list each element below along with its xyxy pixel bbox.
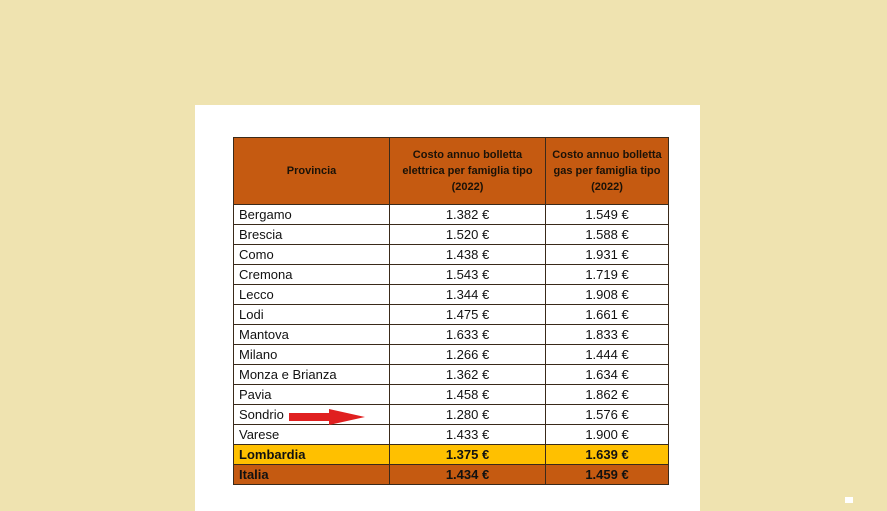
- table-row: [234, 325, 669, 345]
- electricity-cell: 1.475 €: [390, 305, 546, 325]
- region-cell: Lombardia: [234, 445, 390, 465]
- province-cell: Milano: [234, 345, 390, 365]
- red-arrow-icon: [289, 409, 365, 425]
- table-row: [234, 365, 669, 385]
- province-cell: Monza e Brianza: [234, 365, 390, 385]
- header-provincia: Provincia: [234, 138, 390, 205]
- gas-cell: 1.639 €: [546, 445, 669, 465]
- table-row: [234, 225, 669, 245]
- page-bottom-strip: [195, 486, 699, 511]
- province-cell: Mantova: [234, 325, 390, 345]
- gas-cell: 1.900 €: [546, 425, 669, 445]
- province-cell: Como: [234, 245, 390, 265]
- table-row: [234, 205, 669, 225]
- table-row: [234, 385, 669, 405]
- gas-cell: 1.444 €: [546, 345, 669, 365]
- electricity-cell: 1.438 €: [390, 245, 546, 265]
- gas-cell: 1.576 €: [546, 405, 669, 425]
- country-cell: Italia: [234, 465, 390, 485]
- header-gas-cost: Costo annuo bolletta gas per famiglia tipo (2022): [546, 138, 669, 205]
- electricity-cell: 1.543 €: [390, 265, 546, 285]
- gas-cell: 1.719 €: [546, 265, 669, 285]
- table-row: [234, 265, 669, 285]
- electricity-cell: 1.382 €: [390, 205, 546, 225]
- energy-cost-table: [233, 137, 669, 485]
- table-header-row: [234, 138, 669, 205]
- electricity-cell: 1.433 €: [390, 425, 546, 445]
- province-cell: Lecco: [234, 285, 390, 305]
- electricity-cell: 1.280 €: [390, 405, 546, 425]
- gas-cell: 1.634 €: [546, 365, 669, 385]
- table-row: [234, 245, 669, 265]
- small-marker: [845, 497, 853, 503]
- italia-total-row: [234, 465, 669, 485]
- electricity-cell: 1.266 €: [390, 345, 546, 365]
- table-row: [234, 425, 669, 445]
- table-row: [234, 305, 669, 325]
- gas-cell: 1.931 €: [546, 245, 669, 265]
- gas-cell: 1.908 €: [546, 285, 669, 305]
- gas-cell: 1.833 €: [546, 325, 669, 345]
- electricity-cell: 1.633 €: [390, 325, 546, 345]
- province-cell: Pavia: [234, 385, 390, 405]
- gas-cell: 1.862 €: [546, 385, 669, 405]
- electricity-cell: 1.520 €: [390, 225, 546, 245]
- gas-cell: 1.588 €: [546, 225, 669, 245]
- electricity-cell: 1.434 €: [390, 465, 546, 485]
- lombardia-total-row: [234, 445, 669, 465]
- province-cell: Varese: [234, 425, 390, 445]
- electricity-cell: 1.344 €: [390, 285, 546, 305]
- gas-cell: 1.459 €: [546, 465, 669, 485]
- province-cell: Bergamo: [234, 205, 390, 225]
- province-cell: Cremona: [234, 265, 390, 285]
- electricity-cell: 1.375 €: [390, 445, 546, 465]
- table-row: [234, 345, 669, 365]
- gas-cell: 1.661 €: [546, 305, 669, 325]
- header-electricity-cost: Costo annuo bolletta elettrica per famiglia tipo (2022): [390, 138, 546, 205]
- province-cell: Brescia: [234, 225, 390, 245]
- electricity-cell: 1.458 €: [390, 385, 546, 405]
- gas-cell: 1.549 €: [546, 205, 669, 225]
- table-row: [234, 285, 669, 305]
- electricity-cell: 1.362 €: [390, 365, 546, 385]
- province-cell: Sondrio: [234, 405, 390, 425]
- province-cell: Lodi: [234, 305, 390, 325]
